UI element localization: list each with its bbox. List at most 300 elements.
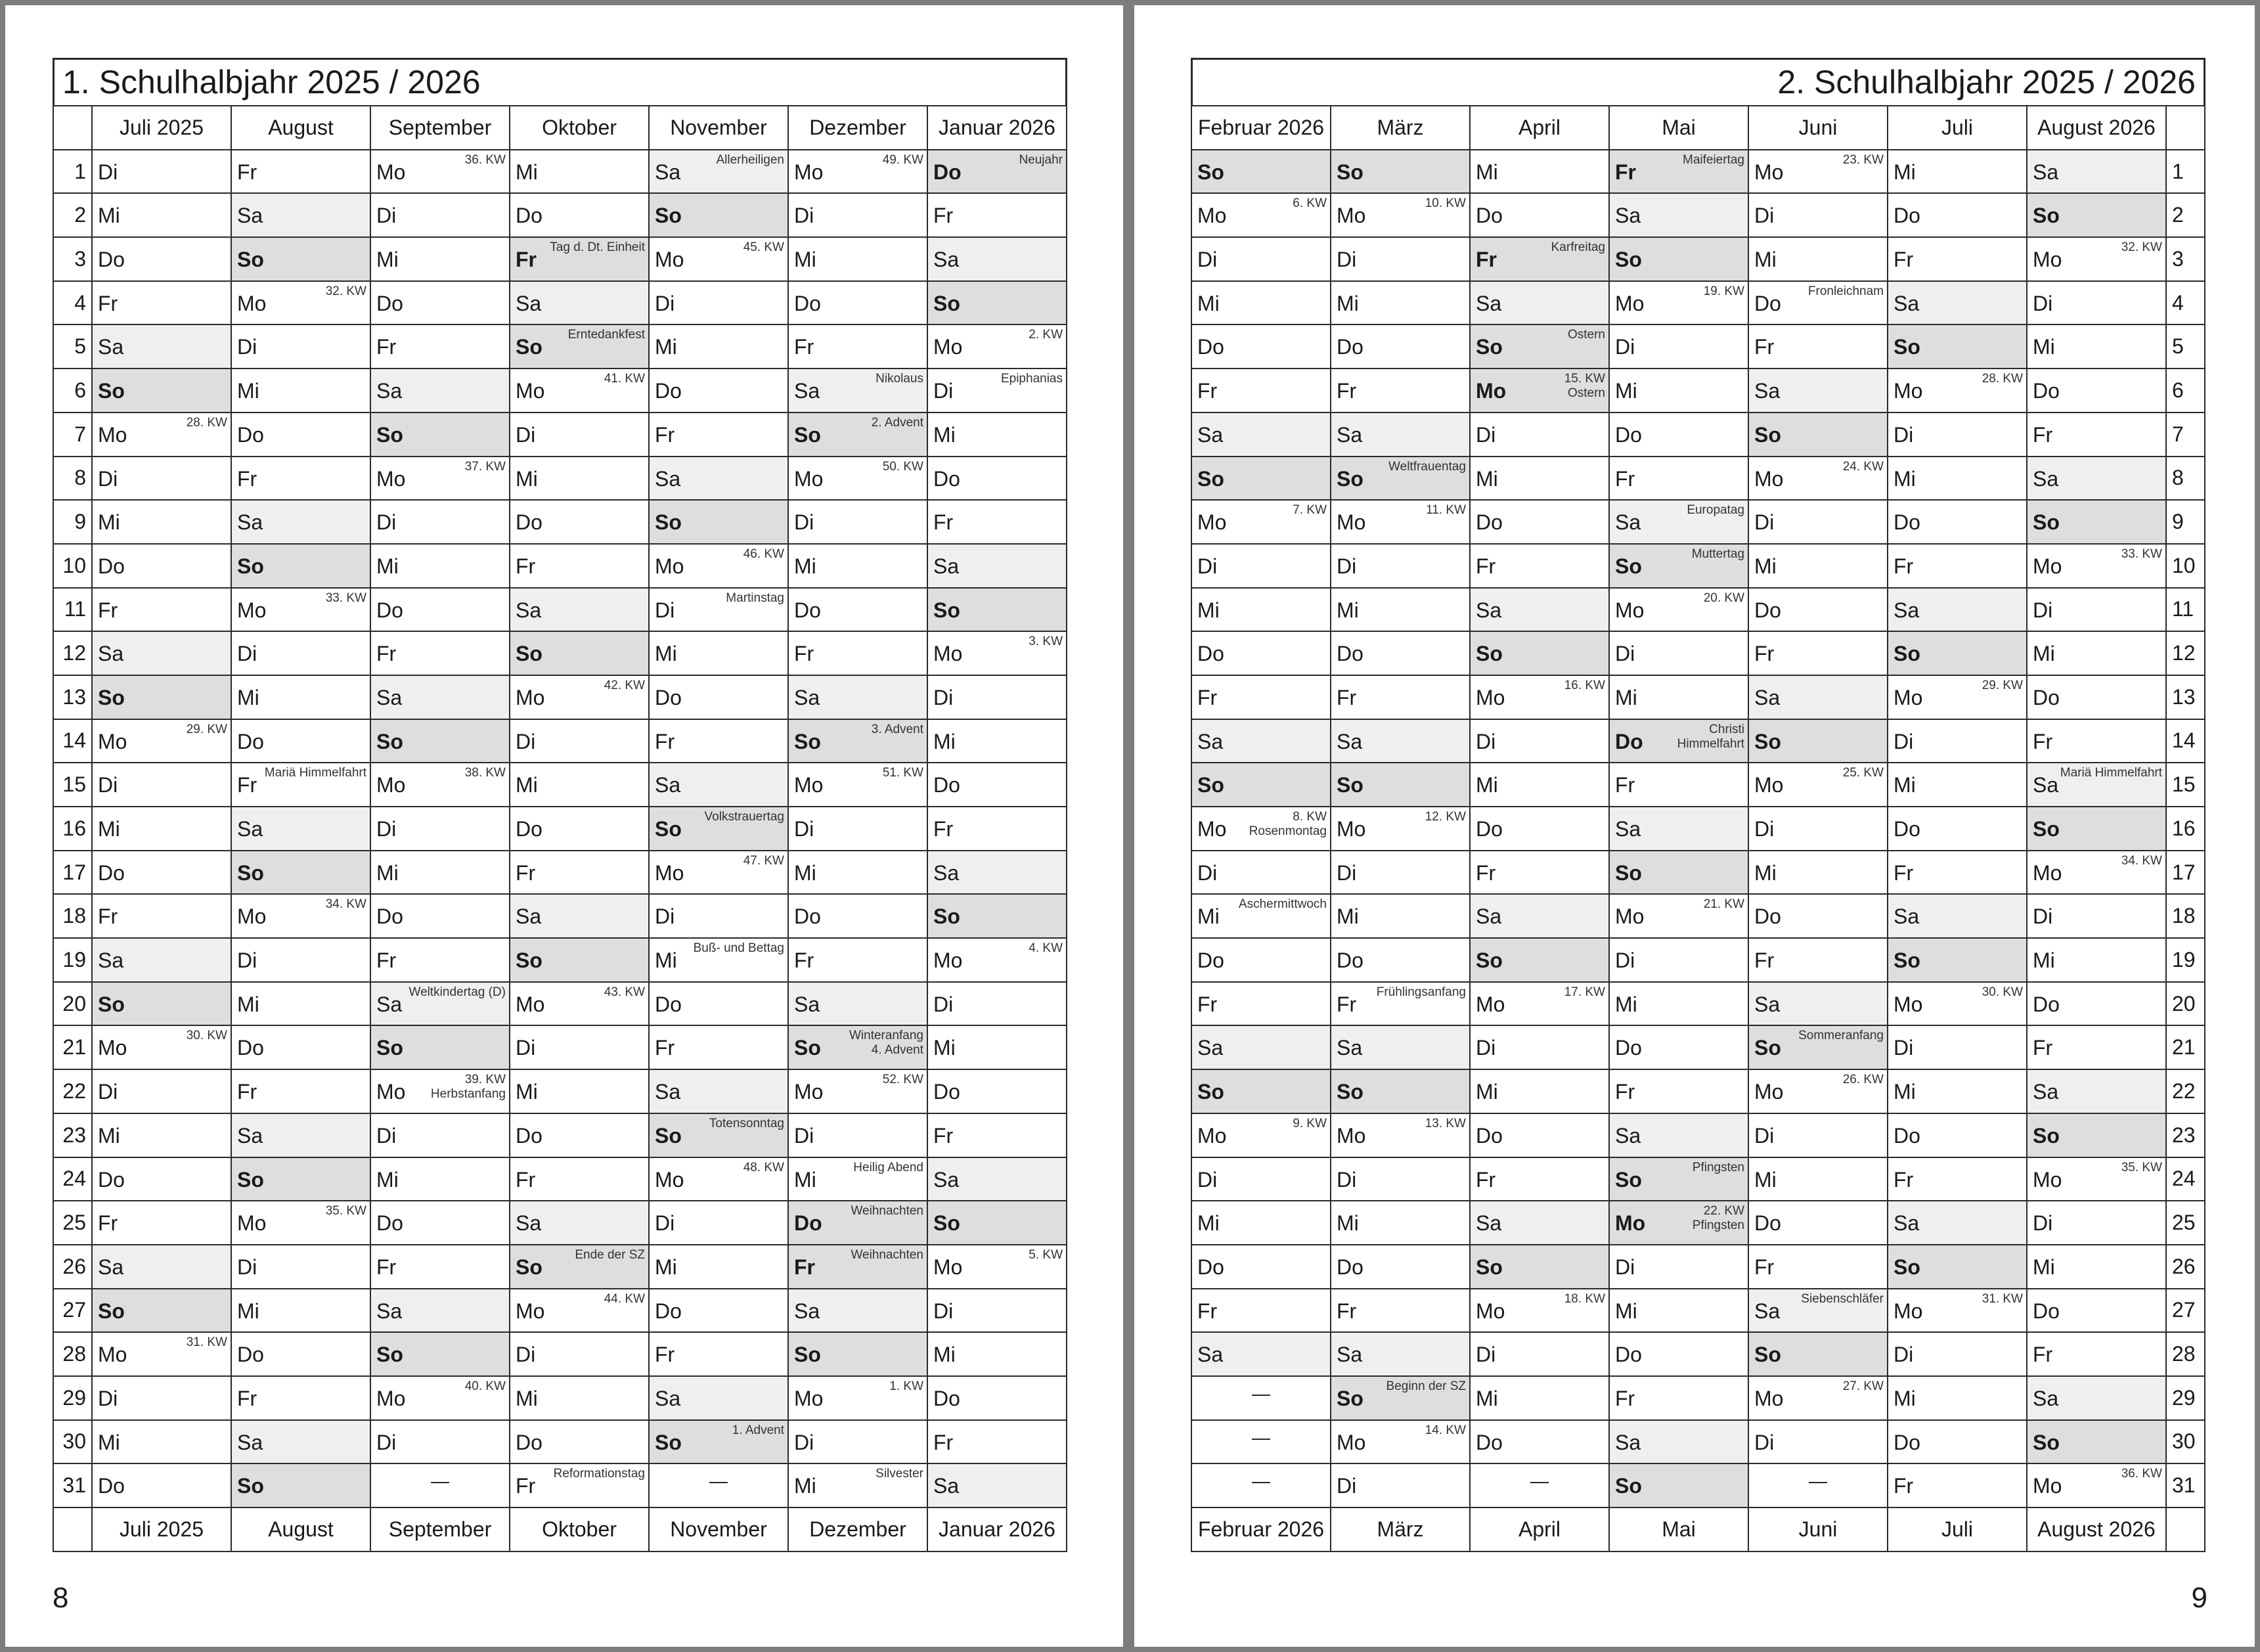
day-cell bbox=[1331, 1157, 1470, 1201]
day-cell bbox=[1748, 1113, 1888, 1157]
day-note: 1. Advent bbox=[732, 1423, 784, 1437]
day-number: 26 bbox=[53, 1245, 92, 1289]
corner-cell bbox=[2166, 1507, 2205, 1552]
weekday: Fr bbox=[2033, 729, 2053, 753]
day-note: 48. KW bbox=[743, 1160, 784, 1174]
day-number: 29 bbox=[2166, 1376, 2205, 1420]
day-cell bbox=[92, 457, 231, 501]
day-cell bbox=[92, 763, 231, 807]
weekday: Fr bbox=[98, 1211, 118, 1236]
day-cell bbox=[1331, 631, 1470, 675]
day-cell bbox=[92, 1463, 231, 1507]
day-cell bbox=[1748, 324, 1888, 368]
weekday: Di bbox=[933, 992, 954, 1016]
weekday: Do bbox=[1337, 949, 1363, 973]
weekday: Mo bbox=[516, 992, 545, 1016]
month-footer: August 2026 bbox=[2027, 1507, 2166, 1552]
day-cell bbox=[1609, 500, 1748, 544]
day-cell bbox=[231, 1289, 370, 1333]
table-row bbox=[53, 675, 1067, 719]
day-number: 9 bbox=[2166, 500, 2205, 544]
day-cell bbox=[1191, 281, 1331, 325]
day-number: 9 bbox=[53, 500, 92, 544]
day-cell bbox=[1609, 1157, 1748, 1201]
day-cell bbox=[510, 1201, 649, 1245]
weekday: Do bbox=[516, 510, 543, 535]
day-cell bbox=[927, 544, 1067, 588]
day-cell bbox=[2027, 1332, 2166, 1376]
day-cell bbox=[370, 894, 510, 938]
day-cell bbox=[1191, 631, 1331, 675]
weekday: Do bbox=[933, 773, 960, 797]
weekday: So bbox=[1615, 1474, 1642, 1498]
day-cell bbox=[510, 631, 649, 675]
weekday: Di bbox=[794, 817, 814, 841]
day-cell bbox=[1470, 500, 1609, 544]
weekday: Fr bbox=[1476, 1167, 1496, 1192]
day-cell bbox=[1331, 851, 1470, 895]
day-number: 7 bbox=[2166, 413, 2205, 457]
day-note: 29. KW bbox=[186, 722, 227, 736]
month-footer: Dezember bbox=[788, 1507, 927, 1552]
day-number: 20 bbox=[53, 982, 92, 1026]
day-note: Mariä Himmelfahrt bbox=[2060, 766, 2162, 780]
weekday: Mo bbox=[516, 685, 545, 709]
day-cell bbox=[92, 851, 231, 895]
day-cell bbox=[788, 457, 927, 501]
weekday: Mo bbox=[794, 773, 824, 797]
weekday: So bbox=[1197, 773, 1224, 797]
day-cell bbox=[1191, 1201, 1331, 1245]
day-note: 6. KW bbox=[1293, 196, 1327, 211]
day-number: 1 bbox=[53, 150, 92, 194]
day-cell bbox=[1748, 1201, 1888, 1245]
weekday: Do bbox=[237, 1036, 264, 1060]
day-cell bbox=[1888, 894, 2027, 938]
page-number: 9 bbox=[2191, 1582, 2207, 1614]
day-number: 28 bbox=[2166, 1332, 2205, 1376]
day-number: 23 bbox=[2166, 1113, 2205, 1157]
weekday: Di bbox=[1754, 204, 1775, 228]
day-cell bbox=[370, 500, 510, 544]
weekday: So bbox=[655, 204, 682, 228]
day-cell bbox=[231, 807, 370, 851]
day-number: 15 bbox=[53, 763, 92, 807]
weekday: So bbox=[1615, 248, 1642, 272]
weekday: Mi bbox=[1476, 160, 1498, 184]
day-note: 4. KW bbox=[1029, 941, 1063, 956]
weekday: So bbox=[237, 248, 264, 272]
weekday: Sa bbox=[1476, 291, 1502, 315]
weekday: Mi bbox=[237, 992, 259, 1016]
weekday: So bbox=[2033, 204, 2060, 228]
weekday: Mo bbox=[794, 466, 824, 491]
day-cell bbox=[510, 1376, 649, 1420]
day-cell bbox=[510, 719, 649, 763]
day-cell bbox=[231, 1201, 370, 1245]
weekday: Sa bbox=[237, 204, 263, 228]
day-note: 18. KW bbox=[1564, 1291, 1605, 1306]
day-cell bbox=[2027, 763, 2166, 807]
day-note: 33. KW bbox=[325, 591, 366, 605]
weekday: So bbox=[933, 1211, 960, 1236]
weekday: Mi bbox=[933, 1343, 956, 1367]
day-number: 6 bbox=[2166, 368, 2205, 413]
day-cell bbox=[1191, 457, 1331, 501]
day-cell bbox=[1609, 281, 1748, 325]
day-number: 10 bbox=[53, 544, 92, 588]
weekday: Fr bbox=[376, 1255, 397, 1279]
weekday: Do bbox=[1894, 204, 1920, 228]
weekday: Sa bbox=[98, 1255, 124, 1279]
day-cell bbox=[1609, 938, 1748, 982]
table-row bbox=[53, 982, 1067, 1026]
day-cell bbox=[1748, 1157, 1888, 1201]
weekday: Fr bbox=[2033, 422, 2053, 447]
day-cell bbox=[927, 631, 1067, 675]
day-number: 2 bbox=[2166, 193, 2205, 237]
day-note: Weltkindertag (D) bbox=[409, 985, 506, 999]
day-cell bbox=[92, 500, 231, 544]
page-title: 2. Schulhalbjahr 2025 / 2026 bbox=[1191, 58, 2205, 105]
table-row bbox=[53, 500, 1067, 544]
day-cell bbox=[1191, 763, 1331, 807]
day-note: 2. Advent bbox=[871, 415, 923, 430]
day-cell bbox=[649, 588, 788, 632]
day-cell bbox=[370, 237, 510, 281]
day-cell bbox=[1609, 851, 1748, 895]
day-note: 24. KW bbox=[1842, 459, 1884, 474]
day-cell bbox=[1331, 1245, 1470, 1289]
day-note: 31. KW bbox=[1982, 1291, 2023, 1306]
weekday: Sa bbox=[794, 685, 820, 709]
day-cell bbox=[1331, 1113, 1470, 1157]
day-note: 21. KW bbox=[1703, 897, 1744, 912]
day-cell bbox=[1331, 324, 1470, 368]
day-cell bbox=[1191, 807, 1331, 851]
weekday: Di bbox=[1197, 1167, 1218, 1192]
day-cell bbox=[370, 1201, 510, 1245]
day-cell bbox=[1191, 1376, 1331, 1420]
day-cell bbox=[510, 1332, 649, 1376]
weekday: So bbox=[655, 1123, 682, 1148]
day-cell bbox=[1470, 237, 1609, 281]
day-cell bbox=[1888, 1069, 2027, 1113]
weekday: Fr bbox=[516, 1474, 536, 1498]
weekday: Do bbox=[655, 992, 682, 1016]
day-cell bbox=[788, 544, 927, 588]
table-row bbox=[53, 193, 1067, 237]
day-cell bbox=[788, 1113, 927, 1157]
weekday: So bbox=[1337, 1080, 1363, 1104]
day-cell bbox=[1748, 413, 1888, 457]
day-cell bbox=[1888, 413, 2027, 457]
weekday: Mi bbox=[516, 1386, 538, 1410]
day-cell bbox=[649, 763, 788, 807]
day-cell bbox=[1609, 1463, 1748, 1507]
weekday: Do bbox=[794, 904, 821, 929]
day-cell bbox=[1470, 719, 1609, 763]
day-cell bbox=[649, 851, 788, 895]
weekday: Do bbox=[376, 291, 403, 315]
day-cell bbox=[510, 281, 649, 325]
weekday: Mi bbox=[98, 1430, 120, 1454]
weekday: So bbox=[98, 685, 125, 709]
day-cell bbox=[927, 982, 1067, 1026]
day-cell bbox=[2027, 938, 2166, 982]
weekday: Sa bbox=[1894, 291, 1920, 315]
weekday: Fr bbox=[1476, 248, 1497, 272]
weekday: Do bbox=[1754, 1211, 1781, 1236]
weekday: Di bbox=[1754, 1123, 1775, 1148]
day-cell bbox=[510, 938, 649, 982]
day-cell bbox=[1470, 894, 1609, 938]
day-number: 21 bbox=[53, 1025, 92, 1069]
day-cell bbox=[1748, 807, 1888, 851]
day-cell bbox=[2027, 1376, 2166, 1420]
table-row bbox=[53, 237, 1067, 281]
day-cell bbox=[1748, 851, 1888, 895]
day-cell bbox=[1609, 1332, 1748, 1376]
weekday: Do bbox=[98, 554, 125, 578]
weekday: Do bbox=[1476, 204, 1503, 228]
day-note: 11. KW bbox=[1426, 503, 1466, 518]
table-row bbox=[1191, 1463, 2205, 1507]
weekday: Do bbox=[1337, 642, 1363, 666]
day-cell bbox=[1331, 1201, 1470, 1245]
day-cell bbox=[927, 413, 1067, 457]
day-cell bbox=[1748, 631, 1888, 675]
weekday: Do bbox=[98, 860, 125, 885]
day-cell bbox=[92, 281, 231, 325]
no-date-dash: — bbox=[1809, 1471, 1827, 1492]
table-row bbox=[53, 1289, 1067, 1333]
day-note: 47. KW bbox=[743, 853, 784, 868]
table-row bbox=[1191, 719, 2205, 763]
weekday: Sa bbox=[794, 992, 820, 1016]
day-cell bbox=[649, 1376, 788, 1420]
day-number: 2 bbox=[53, 193, 92, 237]
weekday: Do bbox=[237, 1343, 264, 1367]
day-cell bbox=[370, 150, 510, 194]
day-cell bbox=[649, 193, 788, 237]
weekday: Mi bbox=[794, 860, 816, 885]
day-cell bbox=[1470, 368, 1609, 413]
day-cell bbox=[370, 938, 510, 982]
weekday: Mi bbox=[1894, 1386, 1916, 1410]
day-cell bbox=[1191, 938, 1331, 982]
day-note: 14. KW bbox=[1425, 1423, 1466, 1437]
weekday: Sa bbox=[1615, 510, 1641, 535]
weekday: Fr bbox=[1615, 1386, 1635, 1410]
weekday: Mi bbox=[1894, 466, 1916, 491]
day-note: 38. KW bbox=[464, 766, 506, 780]
weekday: So bbox=[2033, 1123, 2060, 1148]
weekday: Fr bbox=[1894, 1474, 1914, 1498]
day-cell bbox=[927, 1420, 1067, 1464]
weekday: Sa bbox=[655, 160, 681, 184]
weekday: Fr bbox=[1754, 949, 1775, 973]
weekday: Di bbox=[516, 1036, 536, 1060]
day-note: Aschermittwoch bbox=[1238, 897, 1327, 912]
weekday: So bbox=[237, 554, 264, 578]
day-cell bbox=[927, 763, 1067, 807]
day-cell bbox=[231, 1332, 370, 1376]
day-cell bbox=[2027, 675, 2166, 719]
day-note: 5. KW bbox=[1029, 1247, 1063, 1262]
day-cell bbox=[788, 1289, 927, 1333]
day-cell bbox=[510, 1025, 649, 1069]
weekday: Fr bbox=[1476, 860, 1496, 885]
weekday: Do bbox=[655, 1299, 682, 1323]
weekday: Sa bbox=[516, 1211, 542, 1236]
day-cell bbox=[1888, 500, 2027, 544]
day-cell bbox=[370, 807, 510, 851]
day-note: 28. KW bbox=[186, 415, 227, 430]
month-header: Februar 2026 bbox=[1191, 106, 1331, 150]
day-note: 9. KW bbox=[1293, 1116, 1327, 1130]
weekday: Mi bbox=[1754, 248, 1777, 272]
weekday: So bbox=[933, 598, 960, 622]
day-number: 24 bbox=[53, 1157, 92, 1201]
day-cell bbox=[1331, 1289, 1470, 1333]
table-row bbox=[53, 763, 1067, 807]
table-row bbox=[1191, 544, 2205, 588]
day-cell bbox=[231, 938, 370, 982]
day-cell bbox=[2027, 1157, 2166, 1201]
day-cell bbox=[1748, 237, 1888, 281]
day-note: 46. KW bbox=[743, 547, 784, 561]
weekday: Di bbox=[1615, 642, 1635, 666]
day-cell bbox=[1888, 1025, 2027, 1069]
weekday: Mi bbox=[794, 248, 816, 272]
weekday: So bbox=[794, 1343, 821, 1367]
day-cell bbox=[927, 938, 1067, 982]
weekday: Sa bbox=[2033, 1080, 2059, 1104]
weekday: Sa bbox=[237, 1430, 263, 1454]
weekday: Mo bbox=[1754, 1386, 1784, 1410]
day-cell bbox=[92, 150, 231, 194]
day-note: Siebenschläfer bbox=[1801, 1291, 1884, 1306]
weekday: Mi bbox=[1754, 860, 1777, 885]
weekday: Di bbox=[794, 204, 814, 228]
day-cell bbox=[231, 894, 370, 938]
day-cell bbox=[1191, 982, 1331, 1026]
weekday: Di bbox=[516, 1343, 536, 1367]
month-header: Oktober bbox=[510, 106, 649, 150]
day-note: 30. KW bbox=[1982, 985, 2023, 999]
weekday: Mi bbox=[98, 510, 120, 535]
day-number: 20 bbox=[2166, 982, 2205, 1026]
weekday: Mo bbox=[1754, 466, 1784, 491]
day-cell bbox=[231, 193, 370, 237]
day-cell bbox=[927, 851, 1067, 895]
weekday: So bbox=[1894, 335, 1920, 359]
weekday: Sa bbox=[933, 1474, 960, 1498]
weekday: Mo bbox=[1894, 685, 1923, 709]
day-cell bbox=[1748, 1332, 1888, 1376]
weekday: Mo bbox=[2033, 1474, 2062, 1498]
weekday: Di bbox=[933, 379, 954, 403]
weekday: Do bbox=[1337, 335, 1363, 359]
day-cell bbox=[1609, 631, 1748, 675]
day-cell bbox=[370, 851, 510, 895]
day-cell bbox=[788, 1025, 927, 1069]
day-cell bbox=[927, 588, 1067, 632]
day-cell bbox=[1888, 281, 2027, 325]
weekday: So bbox=[1197, 160, 1224, 184]
day-note: Fronleichnam bbox=[1807, 284, 1884, 298]
day-cell bbox=[788, 851, 927, 895]
day-cell bbox=[927, 1025, 1067, 1069]
weekday: Mi bbox=[1337, 904, 1359, 929]
weekday: So bbox=[376, 1036, 403, 1060]
weekday: Di bbox=[376, 1123, 397, 1148]
weekday: Do bbox=[98, 1474, 125, 1498]
day-cell bbox=[2027, 894, 2166, 938]
day-cell bbox=[1888, 150, 2027, 194]
weekday: So bbox=[655, 510, 682, 535]
weekday: Di bbox=[98, 1386, 118, 1410]
weekday: So bbox=[376, 729, 403, 753]
weekday: Mi bbox=[376, 860, 399, 885]
day-cell bbox=[370, 368, 510, 413]
weekday: So bbox=[1894, 949, 1920, 973]
day-cell bbox=[510, 1289, 649, 1333]
day-cell bbox=[1331, 675, 1470, 719]
day-cell bbox=[510, 851, 649, 895]
month-footer: Februar 2026 bbox=[1191, 1507, 1331, 1552]
day-cell bbox=[1331, 544, 1470, 588]
day-cell bbox=[1331, 368, 1470, 413]
weekday: Mo bbox=[1197, 510, 1227, 535]
weekday: Do bbox=[655, 685, 682, 709]
weekday: Mo bbox=[655, 248, 684, 272]
day-cell bbox=[927, 1245, 1067, 1289]
weekday: So bbox=[237, 1474, 264, 1498]
day-number: 11 bbox=[53, 588, 92, 632]
day-note: 36. KW bbox=[2121, 1467, 2162, 1481]
weekday: Do bbox=[1476, 510, 1503, 535]
weekday: Fr bbox=[933, 204, 954, 228]
day-cell bbox=[927, 1201, 1067, 1245]
day-cell bbox=[1609, 1376, 1748, 1420]
day-cell bbox=[2027, 1420, 2166, 1464]
weekday: Di bbox=[655, 1211, 675, 1236]
weekday: Fr bbox=[237, 466, 257, 491]
day-note: 10. KW bbox=[1425, 196, 1466, 211]
day-cell bbox=[1331, 894, 1470, 938]
weekday: Fr bbox=[794, 1255, 815, 1279]
day-cell bbox=[370, 1025, 510, 1069]
day-number: 18 bbox=[53, 894, 92, 938]
day-cell bbox=[1191, 1113, 1331, 1157]
weekday: Mo bbox=[98, 422, 127, 447]
weekday: Mi bbox=[237, 685, 259, 709]
day-cell bbox=[1888, 1113, 2027, 1157]
weekday: Mi bbox=[1197, 291, 1220, 315]
weekday: Sa bbox=[1197, 729, 1224, 753]
day-cell bbox=[510, 193, 649, 237]
weekday: Mi bbox=[1197, 598, 1220, 622]
weekday: Mi bbox=[1894, 1080, 1916, 1104]
weekday: So bbox=[2033, 817, 2060, 841]
weekday: Sa bbox=[98, 949, 124, 973]
table-row bbox=[1191, 1113, 2205, 1157]
weekday: Fr bbox=[1754, 1255, 1775, 1279]
day-number: 3 bbox=[53, 237, 92, 281]
day-cell bbox=[649, 1157, 788, 1201]
